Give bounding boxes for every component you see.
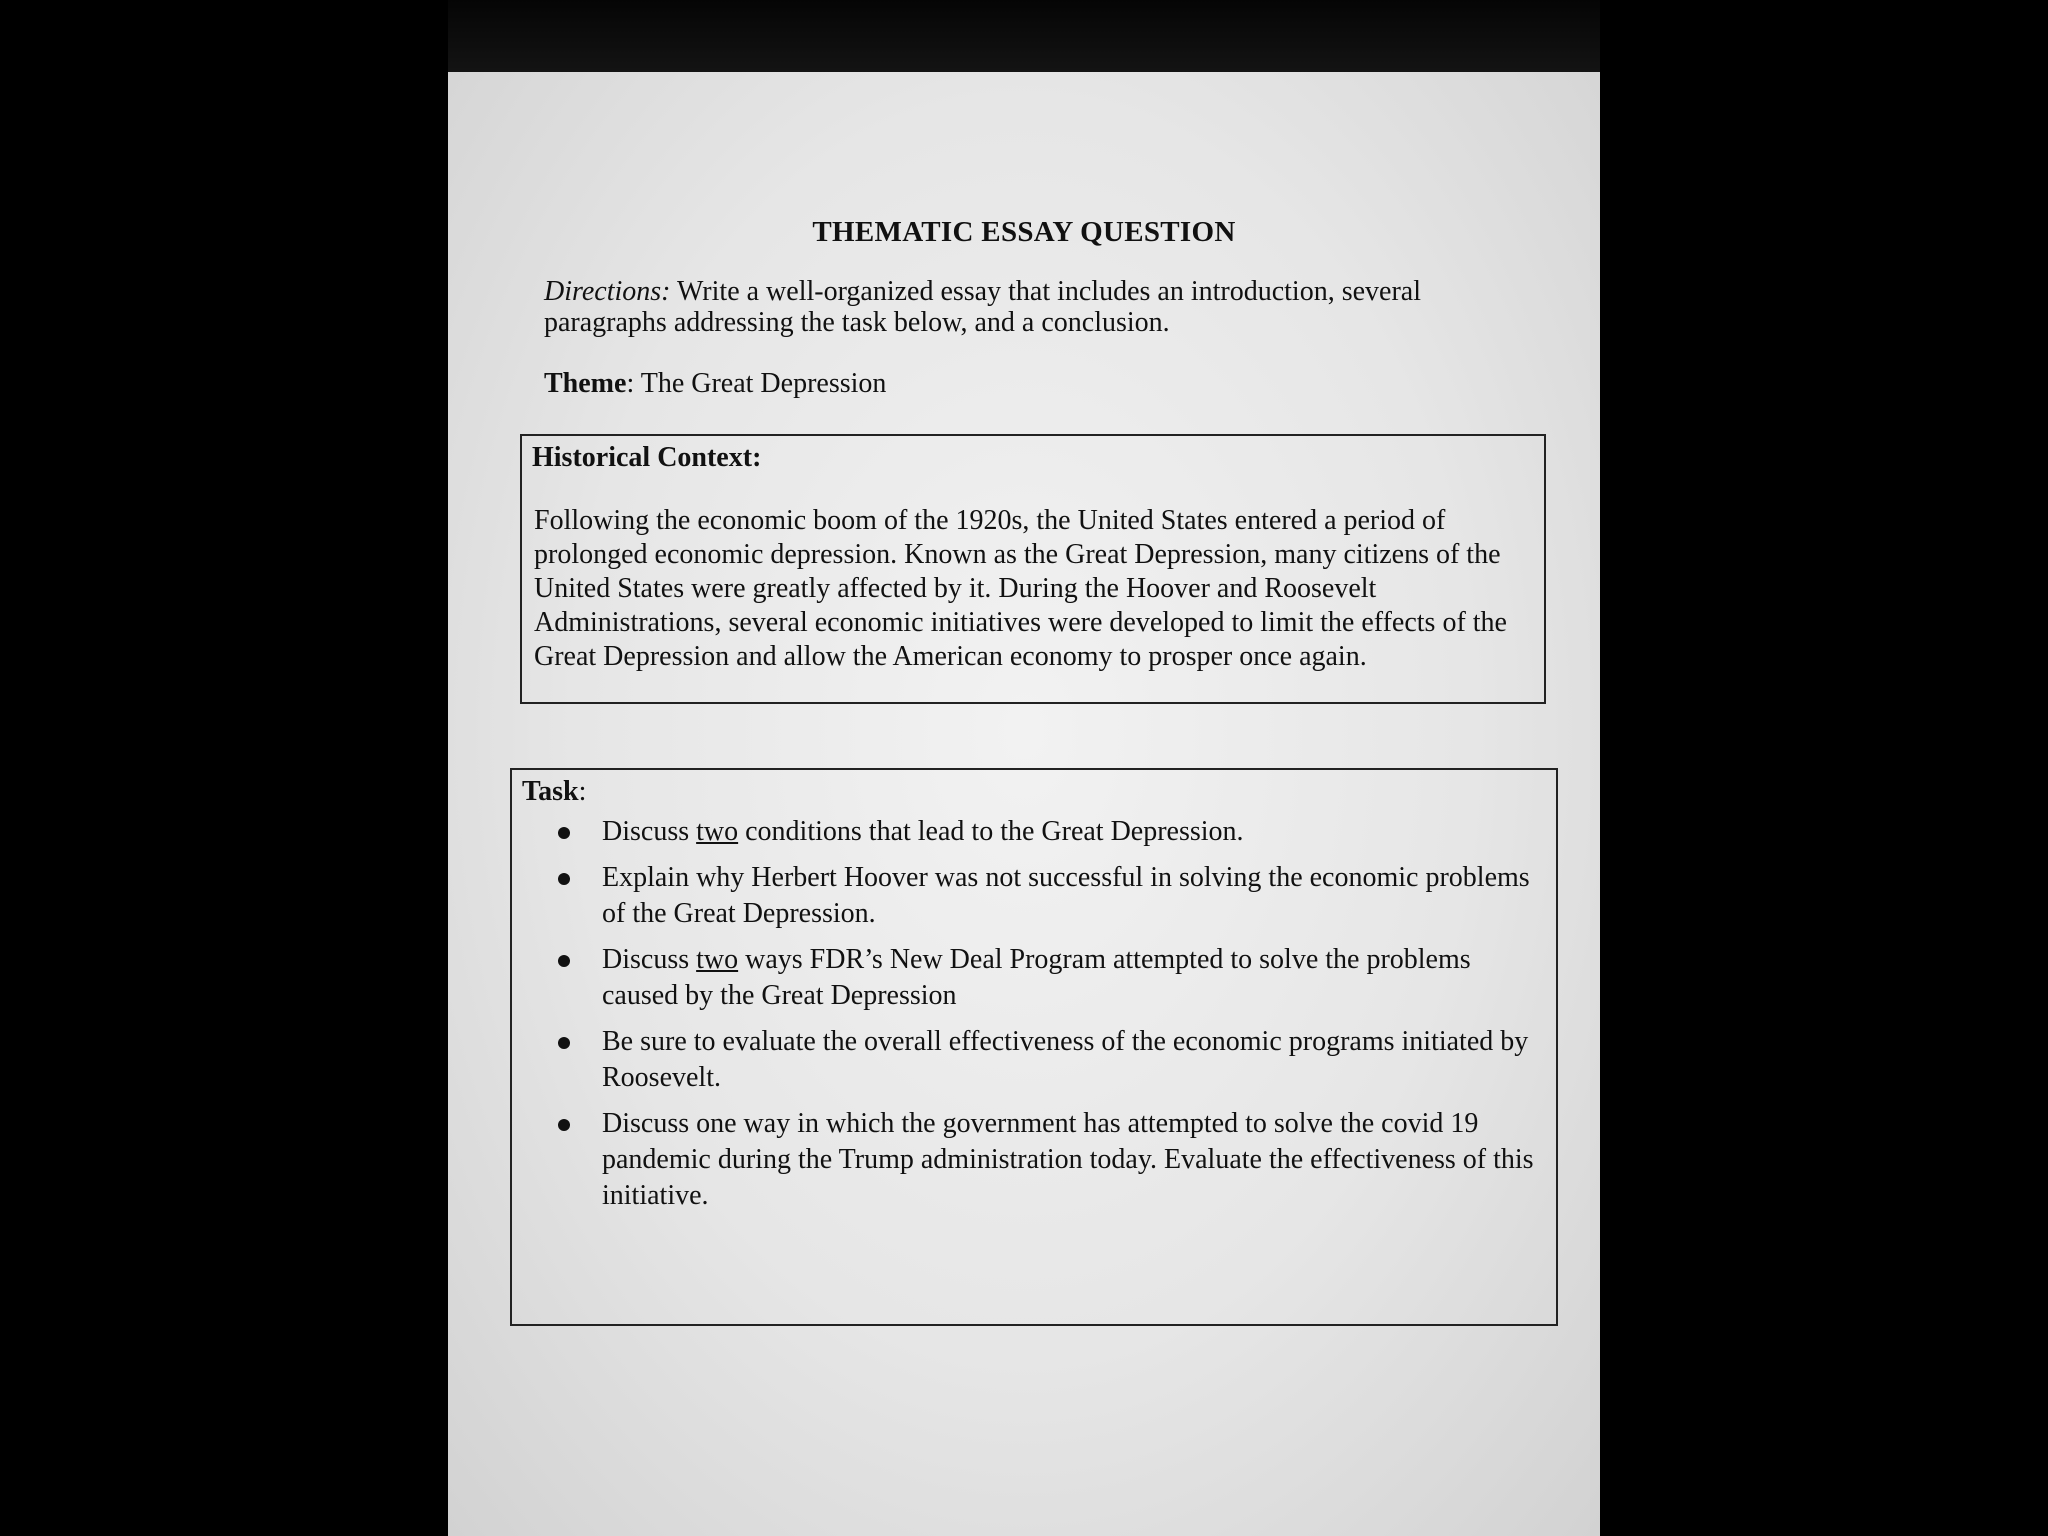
- theme-value: The Great Depression: [640, 368, 887, 399]
- task-item-text: Discuss: [602, 944, 697, 975]
- document-page: [448, 72, 1600, 1536]
- task-label: Task: [522, 776, 579, 807]
- task-item-1: [552, 814, 1542, 850]
- historical-context-box: [520, 434, 1546, 704]
- directions-text: Write a well-organized essay that includes an introduction, several paragraphs addressing the task below, and a conclusion.: [544, 276, 1421, 338]
- bullet-icon: [558, 955, 570, 967]
- directions-paragraph: [544, 276, 1544, 338]
- historical-context-text: Following the economic boom of the 1920s, the United States entered a period of prolonged economic depression. Known as the Great Depression, many citizens of the United States were greatly affected by it. During the Hoover and Roosevelt Administrations, several economic initiatives were developed to limit the effects of the Great Depression and allow the American economy to prosper once again.: [534, 505, 1507, 672]
- bullet-icon: [558, 1037, 570, 1049]
- page-title: THEMATIC ESSAY QUESTION: [812, 216, 1236, 248]
- task-item-5: [552, 1106, 1542, 1214]
- task-heading: [522, 776, 586, 808]
- task-item-4: [552, 1024, 1542, 1096]
- historical-context-title: Historical Context:: [532, 442, 762, 473]
- task-box: [510, 768, 1558, 1326]
- task-item-text: Discuss one way in which the government has attempted to solve the covid 19 pandemic during the Trump administration today. Evaluate the effectiveness of this initiative.: [602, 1108, 1534, 1211]
- task-separator: :: [578, 776, 587, 807]
- theme-separator: :: [626, 368, 635, 399]
- task-item-text: Discuss: [602, 816, 697, 847]
- directions-label: Directions:: [544, 276, 671, 307]
- task-item-emphasis: two: [696, 816, 739, 847]
- bullet-icon: [558, 873, 570, 885]
- task-item-text: Explain why Herbert Hoover was not successful in solving the economic problems of the Great Depression.: [602, 862, 1530, 929]
- task-item-3: [552, 942, 1542, 1014]
- task-item-text: ways FDR’s New Deal Program attempted to solve the problems caused by the Great Depression: [602, 944, 1471, 1011]
- task-item-2: [552, 860, 1542, 932]
- monitor-bezel: [448, 0, 1600, 75]
- task-item-emphasis: two: [696, 944, 739, 975]
- task-item-text: conditions that lead to the Great Depression.: [738, 816, 1244, 847]
- theme-label: Theme: [544, 368, 627, 399]
- task-item-text: Be sure to evaluate the overall effectiveness of the economic programs initiated by Roosevelt.: [602, 1026, 1529, 1093]
- bullet-icon: [558, 1119, 570, 1131]
- bullet-icon: [558, 827, 570, 839]
- task-list: [552, 814, 1542, 1224]
- theme-line: [544, 368, 886, 400]
